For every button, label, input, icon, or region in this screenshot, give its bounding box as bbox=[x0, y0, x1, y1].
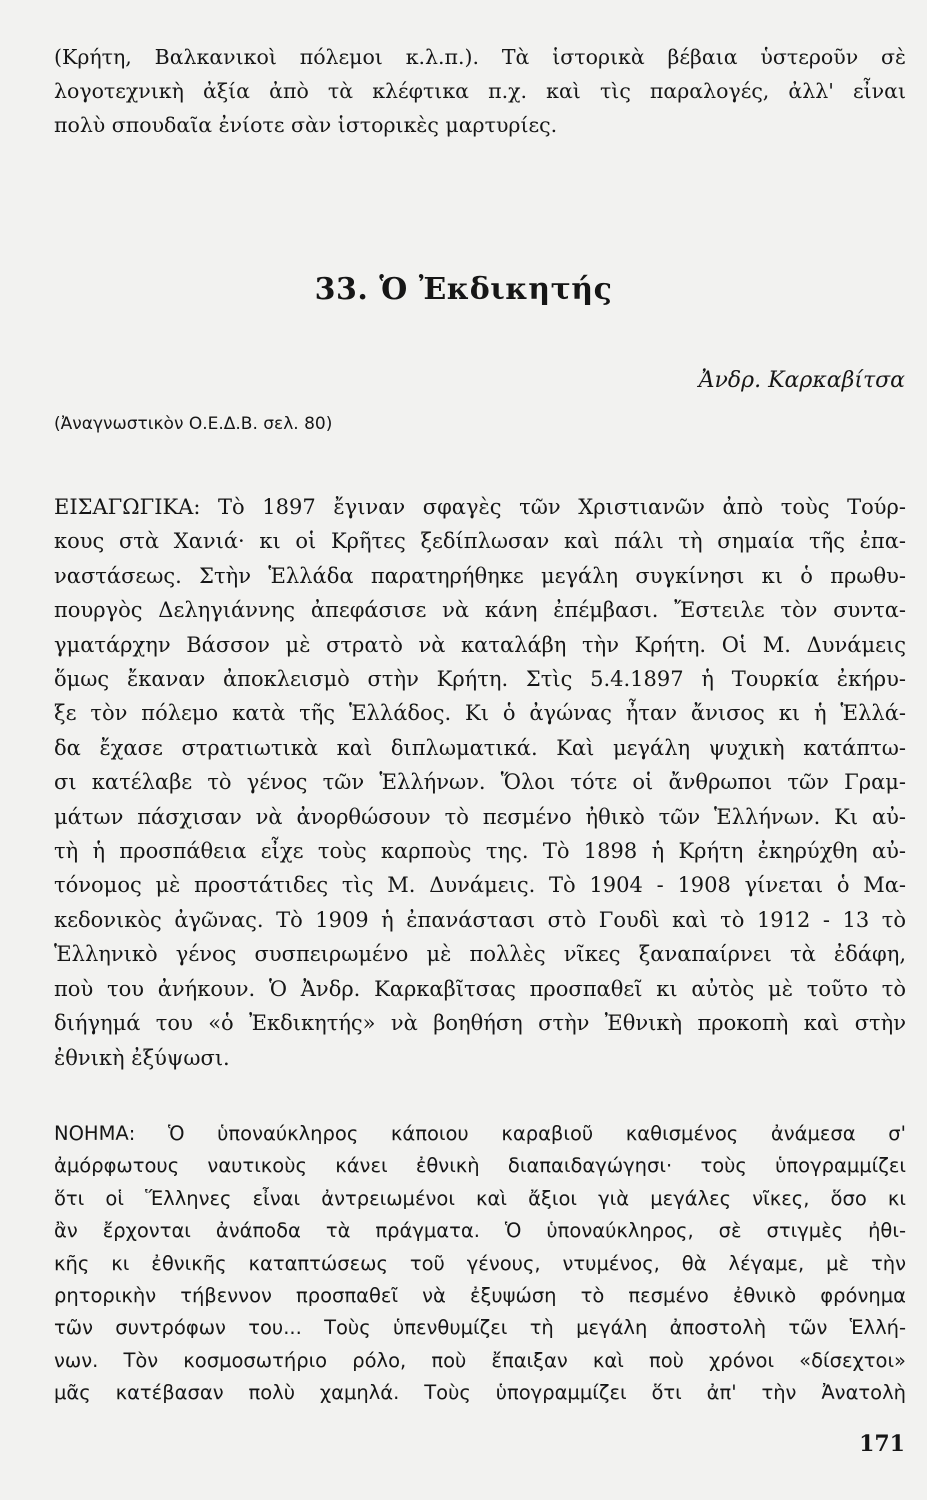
text-line: ΕΙΣΑΓΩΓΙΚΑ: Τὸ 1897 ἔγιναν σφαγὲς τῶν Χριστιανῶν ἀπὸ τοὺς Τούρ- bbox=[54, 495, 906, 519]
text-line: ἂν ἔρχονται ἀνάποδα τὰ πράγματα. Ὁ ὑποναύκληρος, σὲ στιγμὲς ἠθι- bbox=[54, 1219, 906, 1243]
text-line: μάτων πάσχισαν νὰ ἀνορθώσουν τὸ πεσμένο ἠθικὸ τῶν Ἑλλήνων. Κι αὐ- bbox=[54, 804, 906, 829]
chapter-title: 33. Ὁ Ἐκδικητής bbox=[314, 272, 613, 307]
text-line: ξε τὸν πόλεμο κατὰ τῆς Ἑλλάδος. Κι ὁ ἀγώνας ἦταν ἄνισος κι ἡ Ἑλλά- bbox=[54, 701, 906, 726]
text-line: ποὺ του ἀνήκουν. Ὁ Ἀνδρ. Καρκαβῖτσας προσπαθεῖ κι αὐτὸς μὲ τοῦτο τὸ bbox=[54, 976, 906, 1001]
text-line: νων. Τὸν κοσμοσωτήριο ρόλο, ποὺ ἔπαιξαν καὶ ποὺ χρόνοι «δίσεχτοι» bbox=[54, 1348, 906, 1372]
text-line: πουργὸς Δεληγιάννης ἀπεφάσισε νὰ κάνη ἐπέμβασι. Ἔστειλε τὸν συντα- bbox=[54, 598, 906, 623]
text-line: τὴ ἡ προσπάθεια εἶχε τοὺς καρποὺς της. Τὸ 1898 ἡ Κρήτη ἐκηρύχθη αὐ- bbox=[54, 839, 906, 864]
text-line: διήγημά του «ὁ Ἐκδικητής» νὰ βοηθήση στὴν Ἐθνικὴ προκοπὴ καὶ στὴν bbox=[54, 1011, 906, 1036]
text-line: ἀμόρφωτους ναυτικοὺς κάνει ἐθνικὴ διαπαιδαγώγησι· τοὺς ὑπογραμμίζει bbox=[54, 1154, 906, 1178]
text-line: πολὺ σπουδαῖα ἐνίοτε σὰν ἱστορικὲς μαρτυρίες. bbox=[54, 113, 558, 137]
text-line: (Κρήτη, Βαλκανικοὶ πόλεμοι κ.λ.π.). Τὰ ἱστορικὰ βέβαια ὑστεροῦν σὲ bbox=[54, 45, 906, 69]
text-line: τῶν συντρόφων του... Τοὺς ὑπενθυμίζει τὴ μεγάλη ἀποστολὴ τῶν Ἑλλή- bbox=[54, 1316, 906, 1340]
text-line: ὅμως ἔκαναν ἀποκλεισμὸ στὴν Κρήτη. Στὶς 5.4.1897 ἡ Τουρκία ἐκήρυ- bbox=[54, 667, 906, 692]
text-line: ὅτι οἱ Ἕλληνες εἶναι ἀντρειωμένοι καὶ ἄξιοι γιὰ μεγάλες νῖκες, ὅσο κι bbox=[54, 1186, 906, 1210]
intro-paragraph bbox=[54, 40, 906, 142]
text-line: λογοτεχνικὴ ἀξία ἀπὸ τὰ κλέφτικα π.χ. καὶ τὶς παραλογές, ἀλλ' εἶναι bbox=[54, 79, 906, 103]
meaning-section bbox=[54, 1118, 906, 1410]
page-number: 171 bbox=[859, 1431, 905, 1457]
text-line: Ἑλληνικὸ γένος συσπειρωμένο μὲ πολλὲς νῖκες ξαναπαίρνει τὰ ἐδάφη, bbox=[54, 942, 906, 967]
text-line: τόνομος μὲ προστάτιδες τὶς Μ. Δυνάμεις. Τὸ 1904 - 1908 γίνεται ὁ Μα- bbox=[54, 873, 906, 898]
text-line: γματάρχην Βάσσον μὲ στρατὸ νὰ καταλάβη τὴν Κρήτη. Οἱ Μ. Δυνάμεις bbox=[54, 632, 906, 657]
text-line: ναστάσεως. Στὴν Ἑλλάδα παρατηρήθηκε μεγάλη συγκίνησι κι ὁ πρωθυ- bbox=[54, 563, 906, 588]
text-line: κεδονικὸς ἀγῶνας. Τὸ 1909 ἡ ἐπανάστασι στὸ Γουδὶ καὶ τὸ 1912 - 13 τὸ bbox=[54, 907, 906, 932]
author-name: Ἀνδρ. Καρκαβίτσα bbox=[698, 368, 905, 393]
text-line: μᾶς κατέβασαν πολὺ χαμηλά. Τοὺς ὑπογραμμίζει ὅτι ἀπ' τὴν Ἀνατολὴ bbox=[54, 1381, 906, 1405]
source-reference: (Ἀναγνωστικὸν Ο.Ε.Δ.Β. σελ. 80) bbox=[54, 414, 333, 434]
introduction-section bbox=[54, 490, 906, 1075]
text-line: ρητορικὴν τήβεννον προσπαθεῖ νὰ ἐξυψώση τὸ πεσμένο ἐθνικὸ φρόνημα bbox=[54, 1284, 906, 1308]
text-line: κους στὰ Χανιά· κι οἱ Κρῆτες ξεδίπλωσαν καὶ πάλι τὴ σημαία τῆς ἐπα- bbox=[54, 529, 906, 554]
text-line: σι κατέλαβε τὸ γένος τῶν Ἑλλήνων. Ὅλοι τότε οἱ ἄνθρωποι τῶν Γραμ- bbox=[54, 770, 906, 795]
text-line: ἐθνικὴ ἐξύψωσι. bbox=[54, 1045, 230, 1070]
text-line: ΝΟΗΜΑ: Ὁ ὑποναύκληρος κάποιου καραβιοῦ καθισμένος ἀνάμεσα σ' bbox=[54, 1122, 906, 1145]
text-line: δα ἔχασε στρατιωτικὰ καὶ διπλωματικά. Καὶ μεγάλη ψυχικὴ κατάπτω- bbox=[54, 735, 906, 760]
text-line: κῆς κι ἐθνικῆς καταπτώσεως τοῦ γένους, ντυμένος, θὰ λέγαμε, μὲ τὴν bbox=[54, 1251, 906, 1275]
